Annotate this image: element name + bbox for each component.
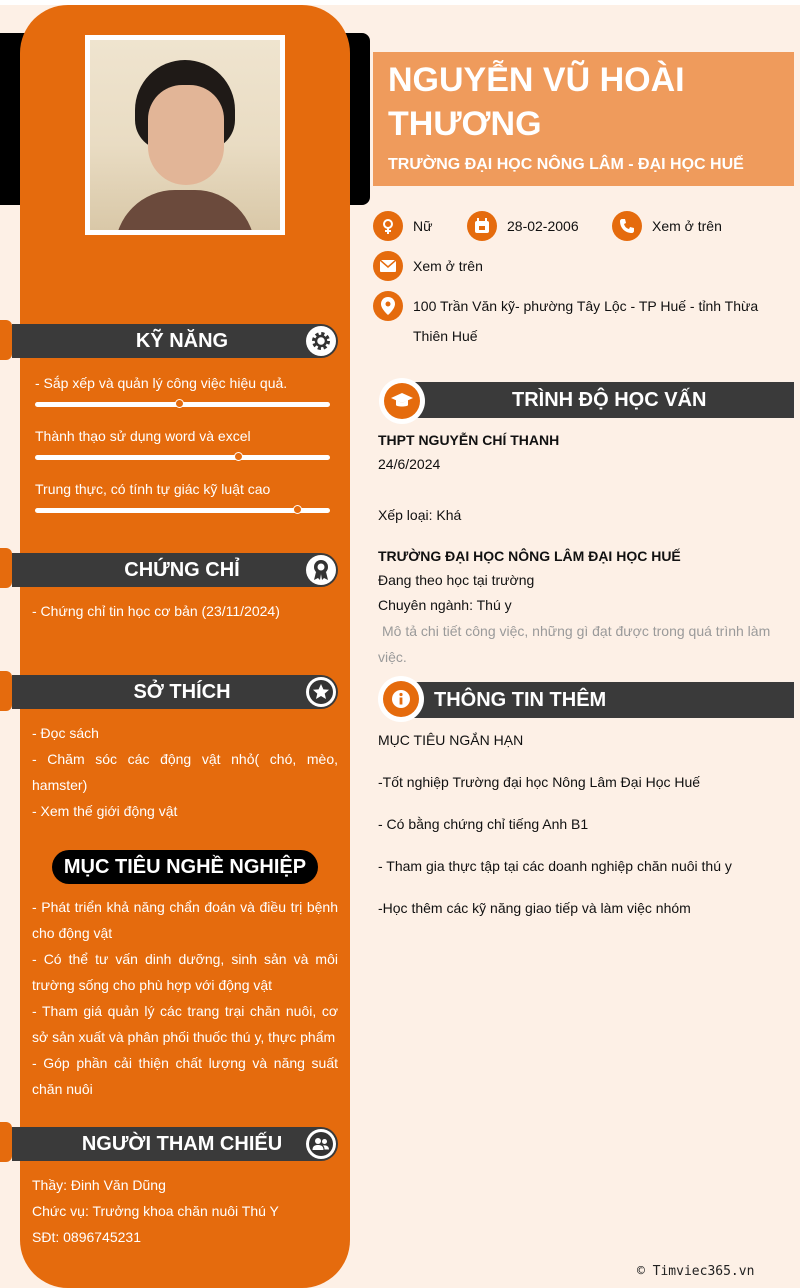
skill-bar <box>35 455 330 460</box>
skill-label: Thành thạo sử dụng word và excel <box>35 428 251 444</box>
career-goals-list <box>32 894 338 1102</box>
address-value: 100 Trần Văn kỹ- phường Tây Lộc - TP Huế - tỉnh Thừa Thiên Huế <box>413 298 759 344</box>
skills-title: KỸ NĂNG <box>135 330 229 352</box>
education-header <box>400 382 794 418</box>
additional-header <box>400 682 794 718</box>
birthday-value: 28-02-2006 <box>507 218 579 234</box>
list-item: - Góp phần cải thiện chất lượng và năng suất chăn nuôi <box>32 1055 338 1097</box>
reference-phone: SĐt: 0896745231 <box>32 1229 141 1245</box>
education-school-1: THPT NGUYỄN CHÍ THANH <box>378 432 560 448</box>
education-date-1: 24/6/2024 <box>378 456 441 472</box>
skill-bar <box>35 508 330 513</box>
list-item: - Xem thế giới động vật <box>32 803 178 819</box>
list-item: - Có thể tư vấn dinh dưỡng, sinh sản và môi trường sống cho phù hợp với động vật <box>32 951 338 993</box>
award-icon <box>306 555 336 585</box>
avatar <box>90 40 280 230</box>
skills-header <box>12 324 338 358</box>
education-grade-1: Xếp loại: Khá <box>378 507 462 523</box>
hobbies-title: SỞ THÍCH <box>133 681 231 703</box>
section-tab <box>0 548 12 588</box>
list-item: - Tham giá quản lý các trang trại chăn nuôi, cơ sở sản xuất và phân phối thuốc thú y, thực phẩm <box>32 1003 338 1045</box>
additional-title: THÔNG TIN THÊM <box>434 689 607 711</box>
gender-value: Nữ <box>413 218 433 234</box>
users-icon <box>306 1129 336 1159</box>
list-item: -Tốt nghiệp Trường đại học Nông Lâm Đại Học Huế <box>378 774 701 790</box>
section-tab <box>0 671 12 711</box>
certificates-title: CHỨNG CHỈ <box>124 559 240 581</box>
list-item: - Phát triển khả năng chẩn đoán và điều trị bệnh cho động vật <box>32 899 338 941</box>
certificates-header <box>12 553 338 587</box>
list-item: -Học thêm các kỹ năng giao tiếp và làm việc nhóm <box>378 900 691 916</box>
skill-knob <box>293 505 302 514</box>
info-icon <box>378 676 424 722</box>
references-body <box>32 1172 338 1250</box>
education-title: TRÌNH ĐỘ HỌC VẤN <box>512 389 707 411</box>
hobbies-list <box>32 720 338 824</box>
career-goals-title: MỤC TIÊU NGHỀ NGHIỆP <box>52 850 318 884</box>
skill-knob <box>175 399 184 408</box>
certificates-text: - Chứng chỉ tin học cơ bản (23/11/2024) <box>32 603 280 619</box>
reference-position: Chức vụ: Trưởng khoa chăn nuôi Thú Y <box>32 1203 279 1219</box>
list-item: - Tham gia thực tập tại các doanh nghiệp chăn nuôi thú y <box>378 858 732 874</box>
phone-icon <box>612 211 642 241</box>
list-item: - Chăm sóc các động vật nhỏ( chó, mèo, hamster) <box>32 751 338 793</box>
education-description: Mô tả chi tiết công việc, những gì đạt được trong quá trình làm việc. <box>378 623 771 665</box>
skill-label: - Sắp xếp và quản lý công việc hiệu quả. <box>35 375 288 391</box>
references-title: NGƯỜI THAM CHIẾU <box>81 1133 283 1155</box>
gender-icon <box>373 211 403 241</box>
education-major-2: Chuyên ngành: Thú y <box>378 597 512 613</box>
location-icon <box>373 291 403 321</box>
additional-heading: MỤC TIÊU NGẮN HẠN <box>378 732 524 748</box>
graduation-cap-icon <box>379 378 425 424</box>
skill-knob <box>234 452 243 461</box>
skill-label: Trung thực, có tính tự giác kỹ luật cao <box>35 481 271 497</box>
email-value: Xem ở trên <box>413 258 483 274</box>
email-icon <box>373 251 403 281</box>
footer-credit: © Timviec365.vn <box>637 1264 755 1279</box>
phone-value: Xem ở trên <box>652 218 722 234</box>
skill-bar <box>35 402 330 407</box>
references-header <box>12 1127 338 1161</box>
star-icon <box>306 677 336 707</box>
education-status-2: Đang theo học tại trường <box>378 572 535 588</box>
candidate-name: NGUYỄN VŨ HOÀI THƯƠNG <box>388 61 685 143</box>
education-school-2: TRƯỜNG ĐẠI HỌC NÔNG LÂM ĐẠI HỌC HUẾ <box>378 548 681 564</box>
list-item: - Đọc sách <box>32 725 99 741</box>
reference-teacher: Thầy: Đinh Văn Dũng <box>32 1177 166 1193</box>
candidate-school: TRƯỜNG ĐẠI HỌC NÔNG LÂM - ĐẠI HỌC HUẾ <box>388 156 744 173</box>
calendar-icon <box>467 211 497 241</box>
profile-photo <box>85 35 285 235</box>
hobbies-header <box>12 675 338 709</box>
section-tab <box>0 320 12 360</box>
gear-icon <box>306 326 336 356</box>
list-item: - Có bằng chứng chỉ tiếng Anh B1 <box>378 816 589 832</box>
section-tab <box>0 1122 12 1162</box>
